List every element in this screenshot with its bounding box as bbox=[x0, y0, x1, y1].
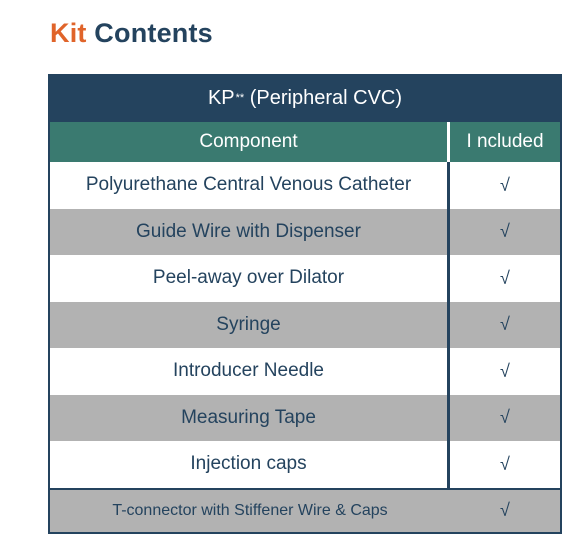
check-icon: √ bbox=[500, 500, 510, 520]
row-component: Introducer Needle bbox=[50, 348, 450, 395]
table-row bbox=[50, 441, 560, 488]
check-icon: √ bbox=[500, 174, 510, 195]
table-row bbox=[50, 302, 560, 349]
check-icon: √ bbox=[500, 360, 510, 381]
table-title-superscript: ** bbox=[235, 92, 245, 104]
table-row bbox=[50, 348, 560, 395]
check-icon: √ bbox=[500, 314, 510, 335]
header-component: Component bbox=[50, 122, 450, 162]
title-word-contents: Contents bbox=[94, 18, 213, 48]
table-title-row bbox=[50, 74, 560, 122]
table-row bbox=[50, 488, 560, 532]
table-row bbox=[50, 255, 560, 302]
table-title-suffix: (Peripheral CVC) bbox=[249, 86, 403, 109]
check-icon: √ bbox=[500, 407, 510, 428]
page-title bbox=[50, 18, 213, 49]
row-component: Guide Wire with Dispenser bbox=[50, 209, 450, 256]
row-component: Syringe bbox=[50, 302, 450, 349]
kit-contents-table bbox=[48, 74, 562, 534]
row-component: Peel-away over Dilator bbox=[50, 255, 450, 302]
table-row bbox=[50, 162, 560, 209]
title-word-kit: Kit bbox=[50, 18, 87, 48]
table-row bbox=[50, 209, 560, 256]
row-component: Polyurethane Central Venous Catheter bbox=[50, 162, 450, 209]
header-included: I ncluded bbox=[466, 131, 544, 152]
table-row bbox=[50, 395, 560, 442]
table-header-row bbox=[50, 122, 560, 162]
check-icon: √ bbox=[500, 267, 510, 288]
row-component: Measuring Tape bbox=[50, 395, 450, 442]
check-icon: √ bbox=[500, 453, 510, 474]
check-icon: √ bbox=[500, 221, 510, 242]
row-component: T-connector with Stiffener Wire & Caps bbox=[112, 501, 388, 519]
row-component: Injection caps bbox=[50, 441, 450, 488]
table-title-kp: KP bbox=[207, 86, 235, 109]
